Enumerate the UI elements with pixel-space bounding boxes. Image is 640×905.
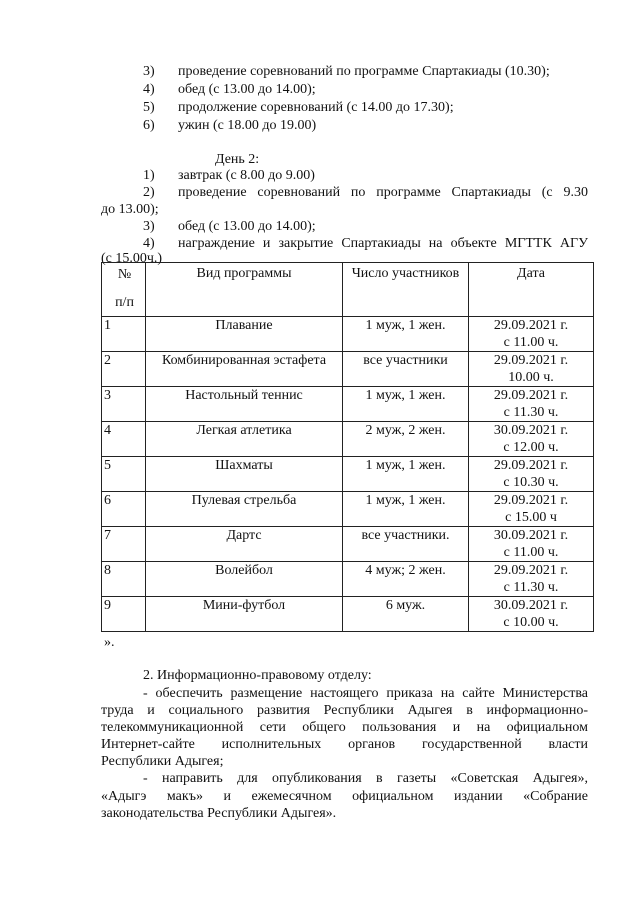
row-program: Пулевая стрельба xyxy=(146,492,343,527)
row-date: 29.09.2021 г. с 11.00 ч. xyxy=(469,317,594,352)
header-program: Вид программы xyxy=(146,263,343,317)
paragraph-line: телекоммуникационной сети общего пользования и на официальном xyxy=(101,720,588,735)
paragraph-line: труда и социального развития Республики Адыгея в информационно- xyxy=(101,703,588,718)
list-item-continuation: до 13.00); xyxy=(101,202,159,217)
table-row xyxy=(102,527,594,562)
row-number: 5 xyxy=(102,457,146,492)
schedule-table xyxy=(101,262,594,632)
row-program: Дартс xyxy=(146,527,343,562)
row-date: 29.09.2021 г. 10.00 ч. xyxy=(469,352,594,387)
row-participants: 1 муж, 1 жен. xyxy=(343,387,469,422)
table-row xyxy=(102,387,594,422)
paragraph-line: Республики Адыгея; xyxy=(101,754,224,769)
row-date: 30.09.2021 г. с 12.00 ч. xyxy=(469,422,594,457)
table-row xyxy=(102,457,594,492)
paragraph-line: - направить для опубликования в газеты «Советская Адыгея», xyxy=(143,771,588,786)
row-number: 7 xyxy=(102,527,146,562)
table-row xyxy=(102,562,594,597)
row-number: 1 xyxy=(102,317,146,352)
table-row xyxy=(102,422,594,457)
table-row xyxy=(102,597,594,632)
row-number: 2 xyxy=(102,352,146,387)
row-participants: 1 муж, 1 жен. xyxy=(343,317,469,352)
row-program: Комбинированная эстафета xyxy=(146,352,343,387)
row-date: 29.09.2021 г. с 10.30 ч. xyxy=(469,457,594,492)
row-number: 6 xyxy=(102,492,146,527)
section-title: 2. Информационно-правовому отделу: xyxy=(143,668,372,683)
paragraph-line: «Адыгэ макъ» и ежемесячном официальном издании «Собрание xyxy=(101,789,588,804)
row-participants: 1 муж, 1 жен. xyxy=(343,457,469,492)
paragraph-line: Интернет-сайте исполнительных органов государственной власти xyxy=(101,737,588,752)
table-row xyxy=(102,317,594,352)
row-participants: 2 муж, 2 жен. xyxy=(343,422,469,457)
row-number: 8 xyxy=(102,562,146,597)
row-program: Шахматы xyxy=(146,457,343,492)
row-date: 30.09.2021 г. с 11.00 ч. xyxy=(469,527,594,562)
row-date: 30.09.2021 г. с 10.00 ч. xyxy=(469,597,594,632)
row-program: Плавание xyxy=(146,317,343,352)
table-row xyxy=(102,492,594,527)
row-date: 29.09.2021 г. с 11.30 ч. xyxy=(469,562,594,597)
row-program: Волейбол xyxy=(146,562,343,597)
row-participants: 1 муж, 1 жен. xyxy=(343,492,469,527)
document-page: 3) проведение соревнований по программе Спартакиады (10.30); 4) обед (с 13.00 до 14.00); 5) продолжение соревнований (с 14.00 до 17.30); 6) ужин (с 18.00 до 19.00) День 2: 1) завтрак (с 8.00 до 9.00) 2) проведение соревнований по программе Спартакиады (с 9.30 до 13.00); 3) обед (с 13.00 до 14.00); 4) награждение и закрытие Спартакиады на объекте МГТТК АГУ (с 15.00ч.) № п/п Вид программы Число участников Дата 1 Плавание 1 муж, 1 жен. 29.09.2021 г. с 11.00 ч. 2 Комбинированная эстафета все участники 29.09.2021 г. 10.00 ч. 3 Настольный теннис 1 муж, 1 жен. 29.09.2021 г. с 11.30 ч. 4 Легкая атлетика 2 муж, 2 жен. 30.09.2021 г. с 12.00 ч. 5 Шахматы 1 муж, 1 жен. 29.09.2021 г. с 10.30 ч. 6 Пулевая стрельба 1 муж, 1 жен. 29.09.2021 г. с 15.00 ч 7 Дартс все участники. 30.09.2021 г. с 11.00 ч. 8 Волейбол 4 муж; 2 жен. 29.09.2021 г. с 11.30 ч. 9 Мини-футбол 6 муж. 30.09.2021 г. с 10.00 ч. ». 2. Информационно-правовому отделу: - обеспечить размещение настоящего приказа на сайте Министерства труда и социального развития Республики Адыгея в информационно- телекоммуникационной сети общего пользования и на официальном Интернет-сайте исполнительных органов государственной власти Республики Адыгея; - направить для опубликования в газеты «Советская Адыгея», «Адыгэ макъ» и ежемесячном официальном издании «Собрание законодательства Республики Адыгея». xyxy=(0,0,640,905)
row-number: 3 xyxy=(102,387,146,422)
row-date: 29.09.2021 г. с 11.30 ч. xyxy=(469,387,594,422)
row-participants: 6 муж. xyxy=(343,597,469,632)
row-participants: все участники. xyxy=(343,527,469,562)
row-participants: 4 муж; 2 жен. xyxy=(343,562,469,597)
row-number: 4 xyxy=(102,422,146,457)
row-number: 9 xyxy=(102,597,146,632)
paragraph-line: законодательства Республики Адыгея». xyxy=(101,806,337,821)
table-row xyxy=(102,352,594,387)
closing-quote: ». xyxy=(104,635,115,650)
table-header-row xyxy=(102,263,594,317)
paragraph-line: - обеспечить размещение настоящего приказа на сайте Министерства xyxy=(143,686,588,701)
header-number: № п/п xyxy=(102,263,146,317)
row-program: Мини-футбол xyxy=(146,597,343,632)
row-program: Настольный теннис xyxy=(146,387,343,422)
day2-heading: День 2: xyxy=(215,152,260,167)
row-program: Легкая атлетика xyxy=(146,422,343,457)
row-date: 29.09.2021 г. с 15.00 ч xyxy=(469,492,594,527)
header-participants: Число участников xyxy=(343,263,469,317)
row-participants: все участники xyxy=(343,352,469,387)
list-item-continuation: (с 15.00ч.) xyxy=(101,251,163,266)
header-date: Дата xyxy=(469,263,594,317)
